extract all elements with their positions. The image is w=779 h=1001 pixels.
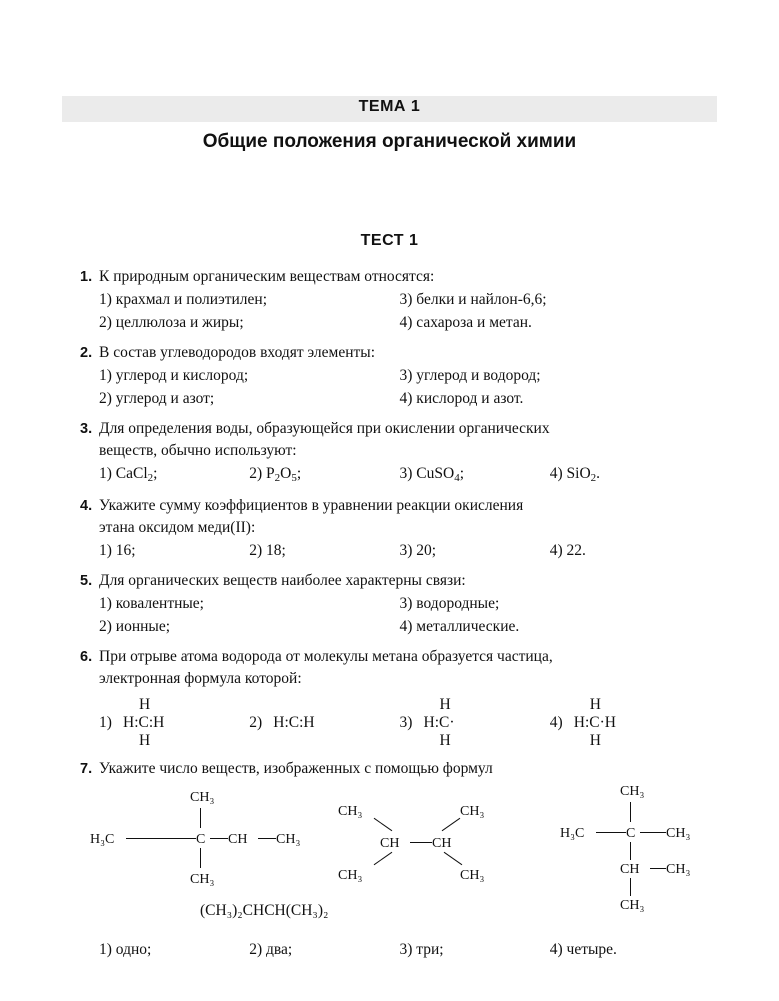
structure-1-left-group: H₃C [90, 831, 115, 847]
question-5-number: 5. [80, 572, 93, 589]
structure-3-top-group: CH₃ [620, 783, 645, 799]
option[interactable]: 3) CuSO$_4$; [399, 465, 465, 485]
option[interactable]: 3) три; [399, 940, 444, 958]
bond-vertical [630, 802, 631, 822]
question-3-options [80, 462, 700, 487]
bond-horizontal [126, 838, 196, 839]
option[interactable]: 2) $P_2O_5$; [249, 465, 302, 485]
question-4-text-line2: этана оксидом меди(II): [99, 518, 256, 536]
structure-2-top-right-group: CH₃ [460, 803, 485, 819]
question-7-number: 7. [80, 760, 93, 777]
question-4-text: Укажите сумму коэффициентов в уравнении реакции окисления [99, 496, 524, 514]
question-5-text: Для органических веществ наиболее характерны связи: [99, 571, 466, 589]
bond-horizontal [640, 832, 666, 833]
question-6-number: 6. [80, 648, 93, 665]
structure-1-right-group: CH₃ [276, 831, 301, 847]
bond-diagonal [444, 851, 463, 864]
option[interactable]: 1) углерод и кислород; [99, 367, 249, 384]
structure-1-center-2: CH [228, 831, 248, 847]
test-label: ТЕСТ 1 [360, 232, 419, 249]
formula-top-atom: H [589, 695, 601, 713]
structure-3-left-group: H₃C [560, 825, 585, 841]
question-4 [80, 495, 700, 562]
option[interactable]: 1) CaCl$_2$; [99, 465, 158, 485]
bond-vertical [630, 842, 631, 860]
formula-bottom-atom: H [439, 731, 451, 749]
question-2-options [80, 364, 700, 410]
structure-1-center-1: C [196, 831, 206, 847]
structure-2-center-2: CH [432, 835, 452, 851]
structure-1-top-group: CH₃ [190, 789, 215, 805]
option[interactable]: 2) целлюлоза и жиры; [99, 314, 244, 331]
question-4-number: 4. [80, 497, 93, 514]
option[interactable]: 2) два; [249, 940, 293, 958]
question-2 [80, 342, 700, 410]
structure-3-center-1: C [626, 825, 636, 841]
question-7-text: Укажите число веществ, изображенных с помощью формул [99, 759, 493, 777]
question-3-number: 3. [80, 421, 93, 437]
question-7 [80, 758, 700, 961]
question-5-options [80, 592, 700, 638]
structure-3-bottom-group: CH₃ [620, 897, 645, 913]
questions-container [80, 266, 700, 969]
option-label: 2) [249, 713, 263, 731]
question-3-text: Для определения воды, образующейся при окислении органических [99, 420, 550, 437]
question-6 [80, 646, 700, 750]
structure-2-bottom-right-group: CH₃ [460, 867, 485, 883]
option-label: 3) [399, 713, 413, 731]
option[interactable]: 3) 20; [399, 541, 437, 559]
formula-top-atom: H [439, 695, 451, 713]
bond-horizontal [258, 838, 276, 839]
electron-formula-option-4[interactable] [550, 694, 700, 750]
option[interactable]: 1) ковалентные; [99, 594, 204, 612]
question-7-structural-formulas [80, 782, 700, 932]
electron-formula-option-3[interactable] [400, 694, 550, 750]
bond-diagonal [374, 817, 393, 830]
question-6-text: При отрыве атома водорода от молекулы метана образуется частица, [99, 647, 553, 665]
formula-bottom-atom: H [589, 731, 601, 749]
option[interactable]: 3) углерод и водород; [399, 367, 541, 384]
option[interactable]: 3) водородные; [399, 594, 500, 612]
structure-2-bottom-left-group: CH₃ [338, 867, 363, 883]
option[interactable]: 1) одно; [99, 940, 152, 958]
question-3-text-line2: веществ, обычно используют: [99, 442, 297, 459]
question-1-text: К природным органическим веществам относятся: [99, 268, 435, 285]
option[interactable]: 1) крахмал и полиэтилен; [99, 291, 268, 308]
formula-middle: H:C·H [573, 713, 616, 731]
electron-formula-option-2[interactable] [249, 694, 399, 750]
question-1-options [80, 288, 700, 334]
structure-3-right-1: CH₃ [666, 825, 691, 841]
option[interactable]: 4) металлические. [399, 617, 520, 635]
option[interactable]: 4) 22. [549, 541, 586, 559]
structure-1-bottom-group: CH₃ [190, 871, 215, 887]
option[interactable]: 4) SiO$_2$. [549, 465, 601, 485]
question-3 [80, 418, 700, 487]
bond-vertical [200, 848, 201, 868]
bond-horizontal [210, 838, 228, 839]
formula-middle: H:C:H [123, 713, 165, 731]
option[interactable]: 4) сахароза и метан. [399, 314, 532, 331]
bond-vertical [630, 878, 631, 896]
bond-vertical [200, 808, 201, 828]
structure-3-right-2: CH₃ [666, 861, 691, 877]
option[interactable]: 2) 18; [249, 541, 286, 559]
question-7-options [80, 938, 700, 961]
bond-diagonal [442, 817, 461, 830]
structure-2-top-left-group: CH₃ [338, 803, 363, 819]
option[interactable]: 4) четыре. [549, 940, 617, 958]
question-2-text: В состав углеводородов входят элементы: [99, 344, 376, 361]
formula-bottom-atom: H [139, 731, 151, 749]
formula-top-atom: H [139, 695, 151, 713]
structure-2-center-1: CH [380, 835, 400, 851]
bond-horizontal [596, 832, 626, 833]
structure-3-center-2: CH [620, 861, 640, 877]
question-2-number: 2. [80, 345, 93, 361]
bond-horizontal [410, 842, 432, 843]
question-6-text-line2: электронная формула которой: [99, 669, 302, 687]
formula-middle: H:C:H [273, 713, 315, 731]
question-5 [80, 570, 700, 638]
theme-title: Общие положения органической химии [202, 131, 577, 152]
option[interactable]: 4) кислород и азот. [399, 390, 524, 407]
theme-label: ТЕМА 1 [358, 98, 421, 115]
question-1 [80, 266, 700, 334]
question-1-number: 1. [80, 269, 93, 285]
option[interactable]: 2) ионные; [99, 617, 171, 635]
option-label: 1) [99, 713, 112, 731]
option-label: 4) [549, 713, 563, 731]
option[interactable]: 3) белки и найлон-6,6; [399, 291, 547, 308]
electron-formula-option-1[interactable] [99, 694, 249, 750]
option[interactable]: 2) углерод и азот; [99, 390, 215, 407]
formula-middle: H:C· [423, 713, 455, 731]
question-6-electron-formulas [80, 694, 700, 750]
option[interactable]: 1) 16; [99, 541, 136, 559]
question-4-options [80, 539, 700, 562]
bond-horizontal [650, 868, 666, 869]
linear-formula: (CH₃)₂CHCH(CH₃)₂ [200, 901, 329, 919]
